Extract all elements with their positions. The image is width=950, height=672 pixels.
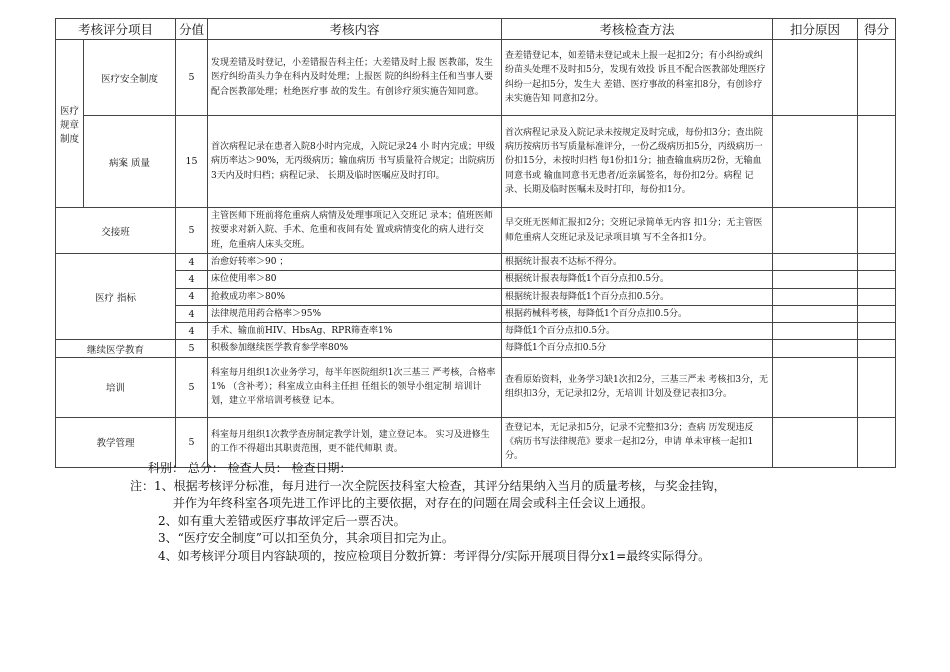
row-content: 科室每月组织1次教学查房制定教学计划，建立登记本。 实习及进修生的工作不得超出其职责范围，更不能代师职 责。 [208, 417, 502, 467]
row-content: 发现差错及时登记，小差错报告科主任；大差错及时上报 医教部，发生医疗纠纷苗头力争在科内及时处理；上报医 院的纠纷科主任和当事人要配合医教部处理；杜绝医疗事 故的发生。有创诊疗须实施告知同意。 [208, 40, 502, 116]
note-1-cont: 并作为年终科室各项先进工作评比的主要依据，对存在的问题在周会或科主任会议上通报。 [173, 496, 654, 510]
note-1: 注：1、根据考核评分标准，每月进行一次全院医技科室大检查，其评分结果纳入当月的质量考核，与奖金挂钩， [130, 478, 726, 493]
row-method: 根据药械科考核，每降低1个百分点扣0.5分。 [502, 305, 773, 322]
note-4: 4、如考核评分项目内容缺项的，按应检项目分数折算：考评得分/实际开展项目得分x1=最终实际得分。 [158, 548, 711, 563]
row-content: 手术、输血前HIV、HbsAg、RPR筛查率1% [208, 323, 502, 340]
row-deduction-cell [773, 271, 858, 288]
row-deduction-cell [773, 254, 858, 271]
row-content: 积极参加继续医学教育参学率80% [208, 340, 502, 357]
row-method: 根据统计报表不达标不得分。 [502, 254, 773, 271]
group-label: 医疗规章制度 [56, 40, 84, 208]
row-method: 每降低1个百分点扣0.5分。 [502, 323, 773, 340]
row-method: 每降低1个百分点扣0.5分 [502, 340, 773, 357]
row-item: 医疗安全制度 [84, 40, 176, 116]
header-content: 考核内容 [208, 19, 502, 40]
row-score: 4 [176, 288, 208, 305]
table-row [56, 254, 896, 271]
row-deduction-cell [773, 305, 858, 322]
row-content: 抢救成功率＞80% [208, 288, 502, 305]
row-points-cell [858, 288, 896, 305]
row-points-cell [858, 340, 896, 357]
row-item: 医疗 指标 [56, 254, 176, 340]
row-deduction-cell [773, 340, 858, 357]
row-points-cell [858, 305, 896, 322]
row-method: 根据统计报表每降低1个百分点扣0.5分。 [502, 288, 773, 305]
row-score: 5 [176, 40, 208, 116]
table-row [56, 271, 896, 288]
assessment-table [55, 18, 896, 468]
header-points: 得分 [858, 19, 896, 40]
row-score: 15 [176, 116, 208, 208]
table-row [56, 116, 896, 208]
row-content: 主管医师下班前将危重病人病情及处理事项记入交班记 录本；值班医师按要求对新入院、手术、危重和夜间有处 置或病情变化的病人进行交班，危重病人床头交班。 [208, 208, 502, 254]
row-points-cell [858, 116, 896, 208]
header-deduction-reason: 扣分原因 [773, 19, 858, 40]
row-item: 病案 质量 [84, 116, 176, 208]
table-header-row [56, 19, 896, 40]
row-score: 4 [176, 271, 208, 288]
row-score: 5 [176, 340, 208, 357]
header-score: 分值 [176, 19, 208, 40]
assessment-sheet [55, 18, 895, 563]
table-row [56, 357, 896, 417]
row-points-cell [858, 254, 896, 271]
row-content: 法律规范用药合格率＞95% [208, 305, 502, 322]
header-method: 考核检查方法 [502, 19, 773, 40]
row-content: 床位使用率＞80 [208, 271, 502, 288]
row-score: 5 [176, 208, 208, 254]
row-score: 5 [176, 357, 208, 417]
table-row [56, 288, 896, 305]
row-deduction-cell [773, 288, 858, 305]
row-item: 培训 [56, 357, 176, 417]
row-deduction-cell [773, 40, 858, 116]
row-points-cell [858, 357, 896, 417]
row-deduction-cell [773, 323, 858, 340]
table-row [56, 208, 896, 254]
row-score: 5 [176, 417, 208, 467]
row-item: 交接班 [56, 208, 176, 254]
row-score: 4 [176, 254, 208, 271]
table-row [56, 305, 896, 322]
row-method: 根据统计报表每降低1个百分点扣0.5分。 [502, 271, 773, 288]
row-method: 查登记本，无记录扣5分，记录不完整扣3分；查病 历发现违反《病历书写法律规范》要求一起扣2分，申请 单未审核一起扣1分。 [502, 417, 773, 467]
row-method: 早交班无医师汇报扣2分；交班记录简单无内容 扣1分；无主管医师危重病人交班记录及记录项目填 写不全各扣1分。 [502, 208, 773, 254]
row-item: 教学管理 [56, 417, 176, 467]
row-score: 4 [176, 305, 208, 322]
row-content: 治愈好转率＞90 ； [208, 254, 502, 271]
note-2: 2、如有重大差错或医疗事故评定后一票否决。 [158, 513, 406, 528]
row-deduction-cell [773, 357, 858, 417]
row-points-cell [858, 271, 896, 288]
row-method: 查看原始资料，业务学习缺1次扣2分，三基三严未 考核扣3分，无组织扣3分，无记录扣2分，无培训 计划及登记表扣3分。 [502, 357, 773, 417]
row-points-cell [858, 208, 896, 254]
table-row [56, 340, 896, 357]
row-content: 首次病程记录在患者入院8小时内完成，入院记录24 小 时内完成；甲级病历率达＞90%，无丙级病历；输血病历 书写质量符合规定；出院病历3天内及时归档；病程记录、 长期及临时医嘱应及时打印。 [208, 116, 502, 208]
row-points-cell [858, 40, 896, 116]
table-row [56, 40, 896, 116]
signature-line: 科别： 总分： 检查人员： 检查日期： [148, 461, 352, 475]
row-points-cell [858, 323, 896, 340]
row-method: 查差错登记本，如差错未登记或未上报一起扣2分；有小纠纷或纠纷苗头处理不及时扣5分，发现有效投 诉且不配合医教部处理医疗纠纷一起扣5分，发生大 差错、医疗事故的科室扣8分，有创诊疗未实施告知 同意扣2分。 [502, 40, 773, 116]
notes-section [55, 460, 895, 565]
note-3: 3、“医疗安全制度”可以扣至负分，其余项目扣完为止。 [158, 531, 454, 545]
row-deduction-cell [773, 116, 858, 208]
row-item: 继续医学教育 [56, 340, 176, 357]
row-score: 4 [176, 323, 208, 340]
row-method: 首次病程记录及入院记录未按规定及时完成，每份扣3分；查出院病历按病历书写质量标准评分，一份乙级病历扣5分，丙级病历一份扣15分，未按时归档 每1份扣1分；抽查输血病历2份，无输血同意书或 输血同意书无患者/近亲属签名，每份扣2分。病程 记录、长期及临时医嘱未及时打印，每份扣1分。 [502, 116, 773, 208]
row-deduction-cell [773, 208, 858, 254]
table-row [56, 323, 896, 340]
row-content: 科室每月组织1次业务学习，每半年医院组织1次三基三 严考核，合格率1% （含补考）；科室成立由科主任担 任组长的领导小组定制 培训计划，建立平常培训考核登 记本。 [208, 357, 502, 417]
header-item: 考核评分项目 [56, 19, 176, 40]
